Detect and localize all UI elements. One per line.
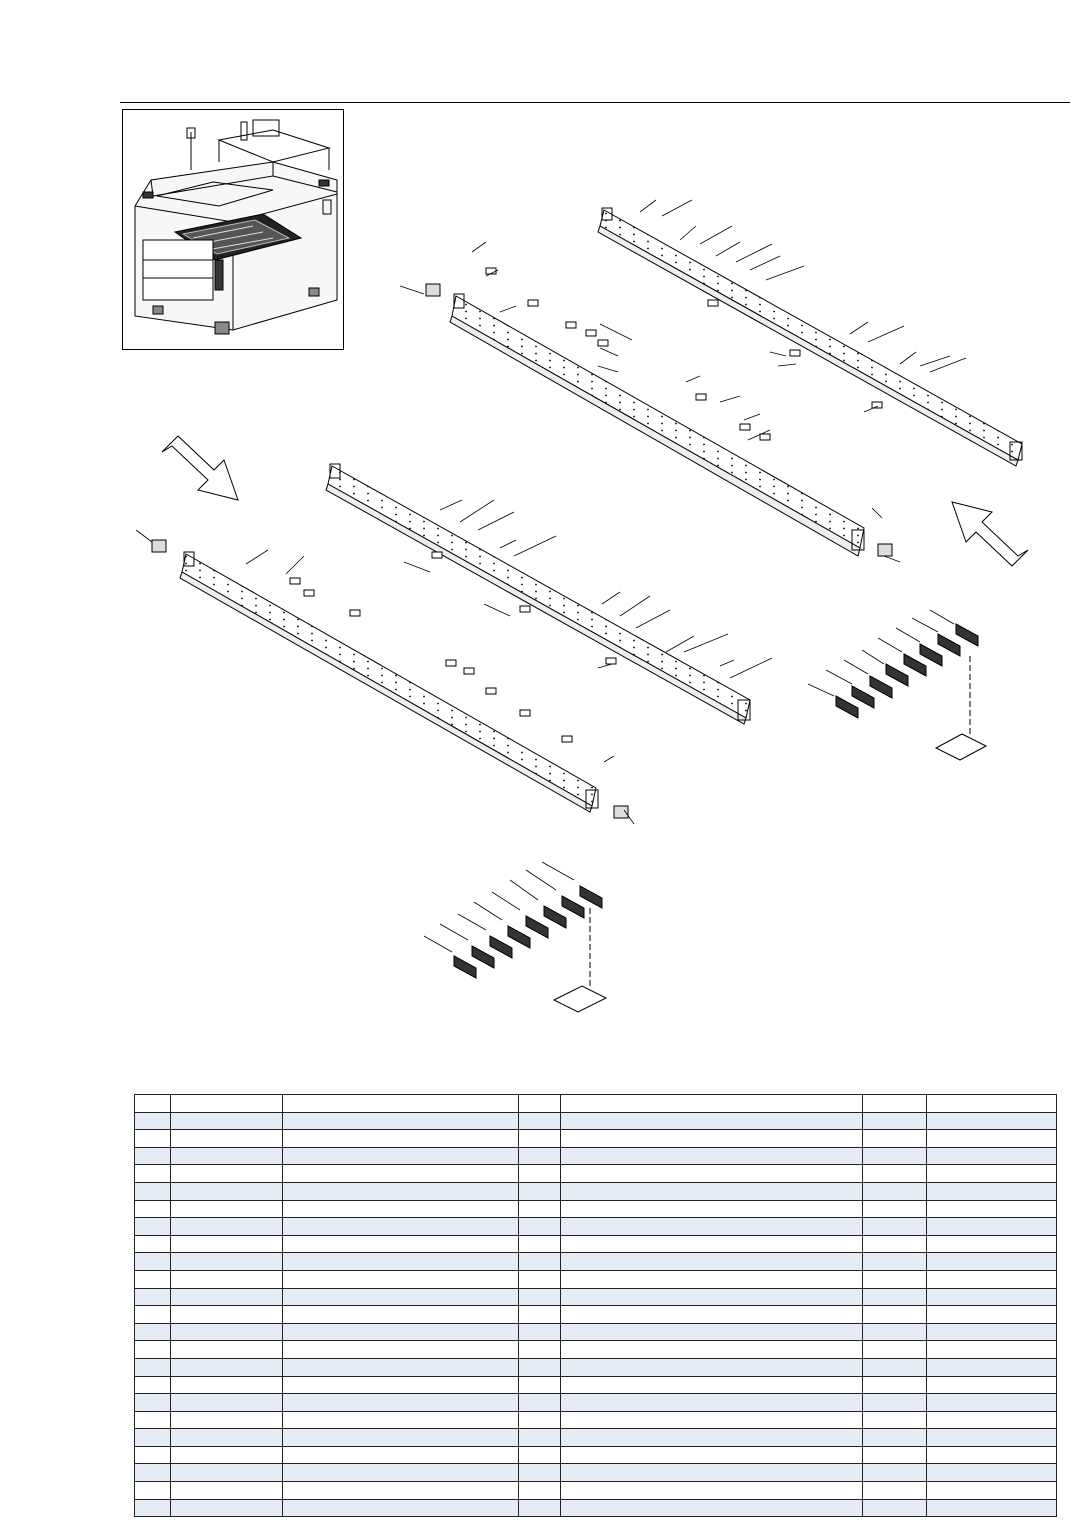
table-cell [863,1411,927,1429]
table-cell [135,1165,171,1183]
table-cell [863,1218,927,1236]
table-row [135,1482,1057,1500]
table-cell [927,1429,1057,1447]
table-cell [519,1095,561,1113]
table-cell [171,1358,283,1376]
table-cell [927,1182,1057,1200]
table-cell [171,1288,283,1306]
table-cell [283,1499,519,1517]
table-cell [519,1394,561,1412]
table-cell [135,1429,171,1447]
table-row [135,1376,1057,1394]
table-cell [171,1218,283,1236]
table-cell [171,1253,283,1271]
table-cell [283,1165,519,1183]
table-cell [863,1341,927,1359]
table-cell [863,1394,927,1412]
table-cell [171,1235,283,1253]
table-cell [863,1499,927,1517]
table-cell [863,1095,927,1113]
table-cell [135,1147,171,1165]
table-cell [283,1112,519,1130]
table-cell [927,1499,1057,1517]
table-cell [519,1446,561,1464]
table-cell [283,1306,519,1324]
table-cell [561,1270,863,1288]
table-cell [171,1182,283,1200]
table-cell [171,1306,283,1324]
table-cell [561,1446,863,1464]
table-cell [135,1306,171,1324]
table-cell [863,1306,927,1324]
table-cell [561,1499,863,1517]
table-cell [519,1429,561,1447]
table-cell [171,1341,283,1359]
table-cell [927,1235,1057,1253]
table-cell [135,1341,171,1359]
table-cell [135,1358,171,1376]
table-cell [283,1235,519,1253]
table-cell [561,1095,863,1113]
table-cell [561,1323,863,1341]
table-cell [135,1499,171,1517]
table-row [135,1253,1057,1271]
table-cell [283,1270,519,1288]
table-row [135,1499,1057,1517]
table-cell [519,1341,561,1359]
table-row [135,1358,1057,1376]
table-cell [519,1253,561,1271]
table-cell [135,1253,171,1271]
table-cell [135,1095,171,1113]
table-cell [561,1482,863,1500]
table-cell [519,1112,561,1130]
table-cell [863,1288,927,1306]
table-cell [863,1130,927,1148]
table-cell [519,1499,561,1517]
table-cell [283,1288,519,1306]
table-cell [927,1358,1057,1376]
parts-list-table [134,1094,1057,1517]
table-cell [561,1253,863,1271]
table-cell [927,1288,1057,1306]
table-cell [561,1288,863,1306]
table-cell [283,1147,519,1165]
table-cell [863,1235,927,1253]
table-cell [863,1376,927,1394]
table-cell [283,1200,519,1218]
table-row [135,1095,1057,1113]
table-cell [927,1253,1057,1271]
table-cell [519,1411,561,1429]
table-cell [863,1446,927,1464]
table-cell [135,1288,171,1306]
table-cell [561,1341,863,1359]
table-cell [283,1218,519,1236]
table-row [135,1182,1057,1200]
table-cell [171,1323,283,1341]
table-cell [519,1218,561,1236]
table-cell [519,1147,561,1165]
table-cell [561,1429,863,1447]
table-row [135,1464,1057,1482]
table-row [135,1200,1057,1218]
table-cell [283,1394,519,1412]
table-cell [863,1270,927,1288]
table-row [135,1147,1057,1165]
table-cell [283,1130,519,1148]
table-cell [927,1411,1057,1429]
table-cell [927,1394,1057,1412]
table-row [135,1288,1057,1306]
table-cell [927,1482,1057,1500]
table-cell [561,1306,863,1324]
table-cell [171,1411,283,1429]
table-cell [561,1394,863,1412]
table-cell [519,1323,561,1341]
table-row [135,1429,1057,1447]
table-cell [519,1288,561,1306]
table-cell [135,1376,171,1394]
table-cell [561,1464,863,1482]
table-cell [283,1182,519,1200]
table-cell [927,1306,1057,1324]
table-cell [863,1253,927,1271]
table-cell [283,1376,519,1394]
table-cell [519,1130,561,1148]
table-cell [135,1235,171,1253]
table-cell [135,1218,171,1236]
table-cell [171,1376,283,1394]
table-cell [927,1200,1057,1218]
table-cell [171,1464,283,1482]
table-cell [283,1429,519,1447]
table-row [135,1165,1057,1183]
table-cell [561,1130,863,1148]
table-cell [863,1358,927,1376]
table-cell [863,1482,927,1500]
table-cell [863,1165,927,1183]
table-cell [519,1165,561,1183]
table-cell [171,1130,283,1148]
table-cell [561,1235,863,1253]
table-cell [519,1482,561,1500]
table-cell [927,1095,1057,1113]
table-cell [135,1446,171,1464]
table-cell [561,1376,863,1394]
table-row [135,1270,1057,1288]
table-cell [283,1482,519,1500]
table-cell [561,1200,863,1218]
table-cell [283,1411,519,1429]
table-cell [283,1095,519,1113]
table-cell [561,1147,863,1165]
table-cell [171,1446,283,1464]
table-cell [863,1200,927,1218]
table-row [135,1411,1057,1429]
table-cell [171,1394,283,1412]
table-cell [135,1270,171,1288]
table-cell [927,1464,1057,1482]
table-cell [927,1341,1057,1359]
table-row [135,1394,1057,1412]
table-cell [519,1200,561,1218]
table-cell [171,1165,283,1183]
table-cell [863,1323,927,1341]
table-row [135,1306,1057,1324]
table-cell [519,1270,561,1288]
table-cell [283,1446,519,1464]
table-cell [135,1482,171,1500]
table-cell [927,1323,1057,1341]
table-cell [927,1147,1057,1165]
table-cell [863,1112,927,1130]
table-cell [927,1218,1057,1236]
table-cell [135,1112,171,1130]
table-cell [561,1358,863,1376]
table-cell [863,1429,927,1447]
table-cell [519,1235,561,1253]
table-cell [283,1464,519,1482]
table-cell [135,1200,171,1218]
table-cell [283,1341,519,1359]
table-cell [283,1253,519,1271]
table-cell [171,1482,283,1500]
table-cell [519,1376,561,1394]
table-cell [171,1429,283,1447]
table-row [135,1446,1057,1464]
table-cell [927,1112,1057,1130]
table-cell [519,1306,561,1324]
table-row [135,1218,1057,1236]
table-cell [171,1270,283,1288]
table-cell [561,1218,863,1236]
table-cell [927,1446,1057,1464]
table-cell [863,1464,927,1482]
table-cell [561,1182,863,1200]
table-row [135,1112,1057,1130]
table-cell [519,1182,561,1200]
table-cell [171,1095,283,1113]
table-cell [863,1147,927,1165]
table-row [135,1323,1057,1341]
table-cell [927,1270,1057,1288]
table-cell [519,1464,561,1482]
table-cell [863,1182,927,1200]
table-cell [135,1464,171,1482]
table-cell [283,1358,519,1376]
table-cell [561,1411,863,1429]
table-cell [135,1411,171,1429]
table-cell [519,1358,561,1376]
table-cell [171,1112,283,1130]
table-cell [171,1200,283,1218]
table-cell [135,1182,171,1200]
table-cell [135,1130,171,1148]
table-cell [561,1112,863,1130]
table-cell [171,1499,283,1517]
table-row [135,1341,1057,1359]
table-cell [927,1165,1057,1183]
table-row [135,1235,1057,1253]
table-cell [135,1394,171,1412]
table-cell [135,1323,171,1341]
table-cell [927,1130,1057,1148]
table-cell [171,1147,283,1165]
table-row [135,1130,1057,1148]
table-cell [927,1376,1057,1394]
table-cell [283,1323,519,1341]
table-cell [561,1165,863,1183]
parts-list-body [135,1095,1057,1517]
